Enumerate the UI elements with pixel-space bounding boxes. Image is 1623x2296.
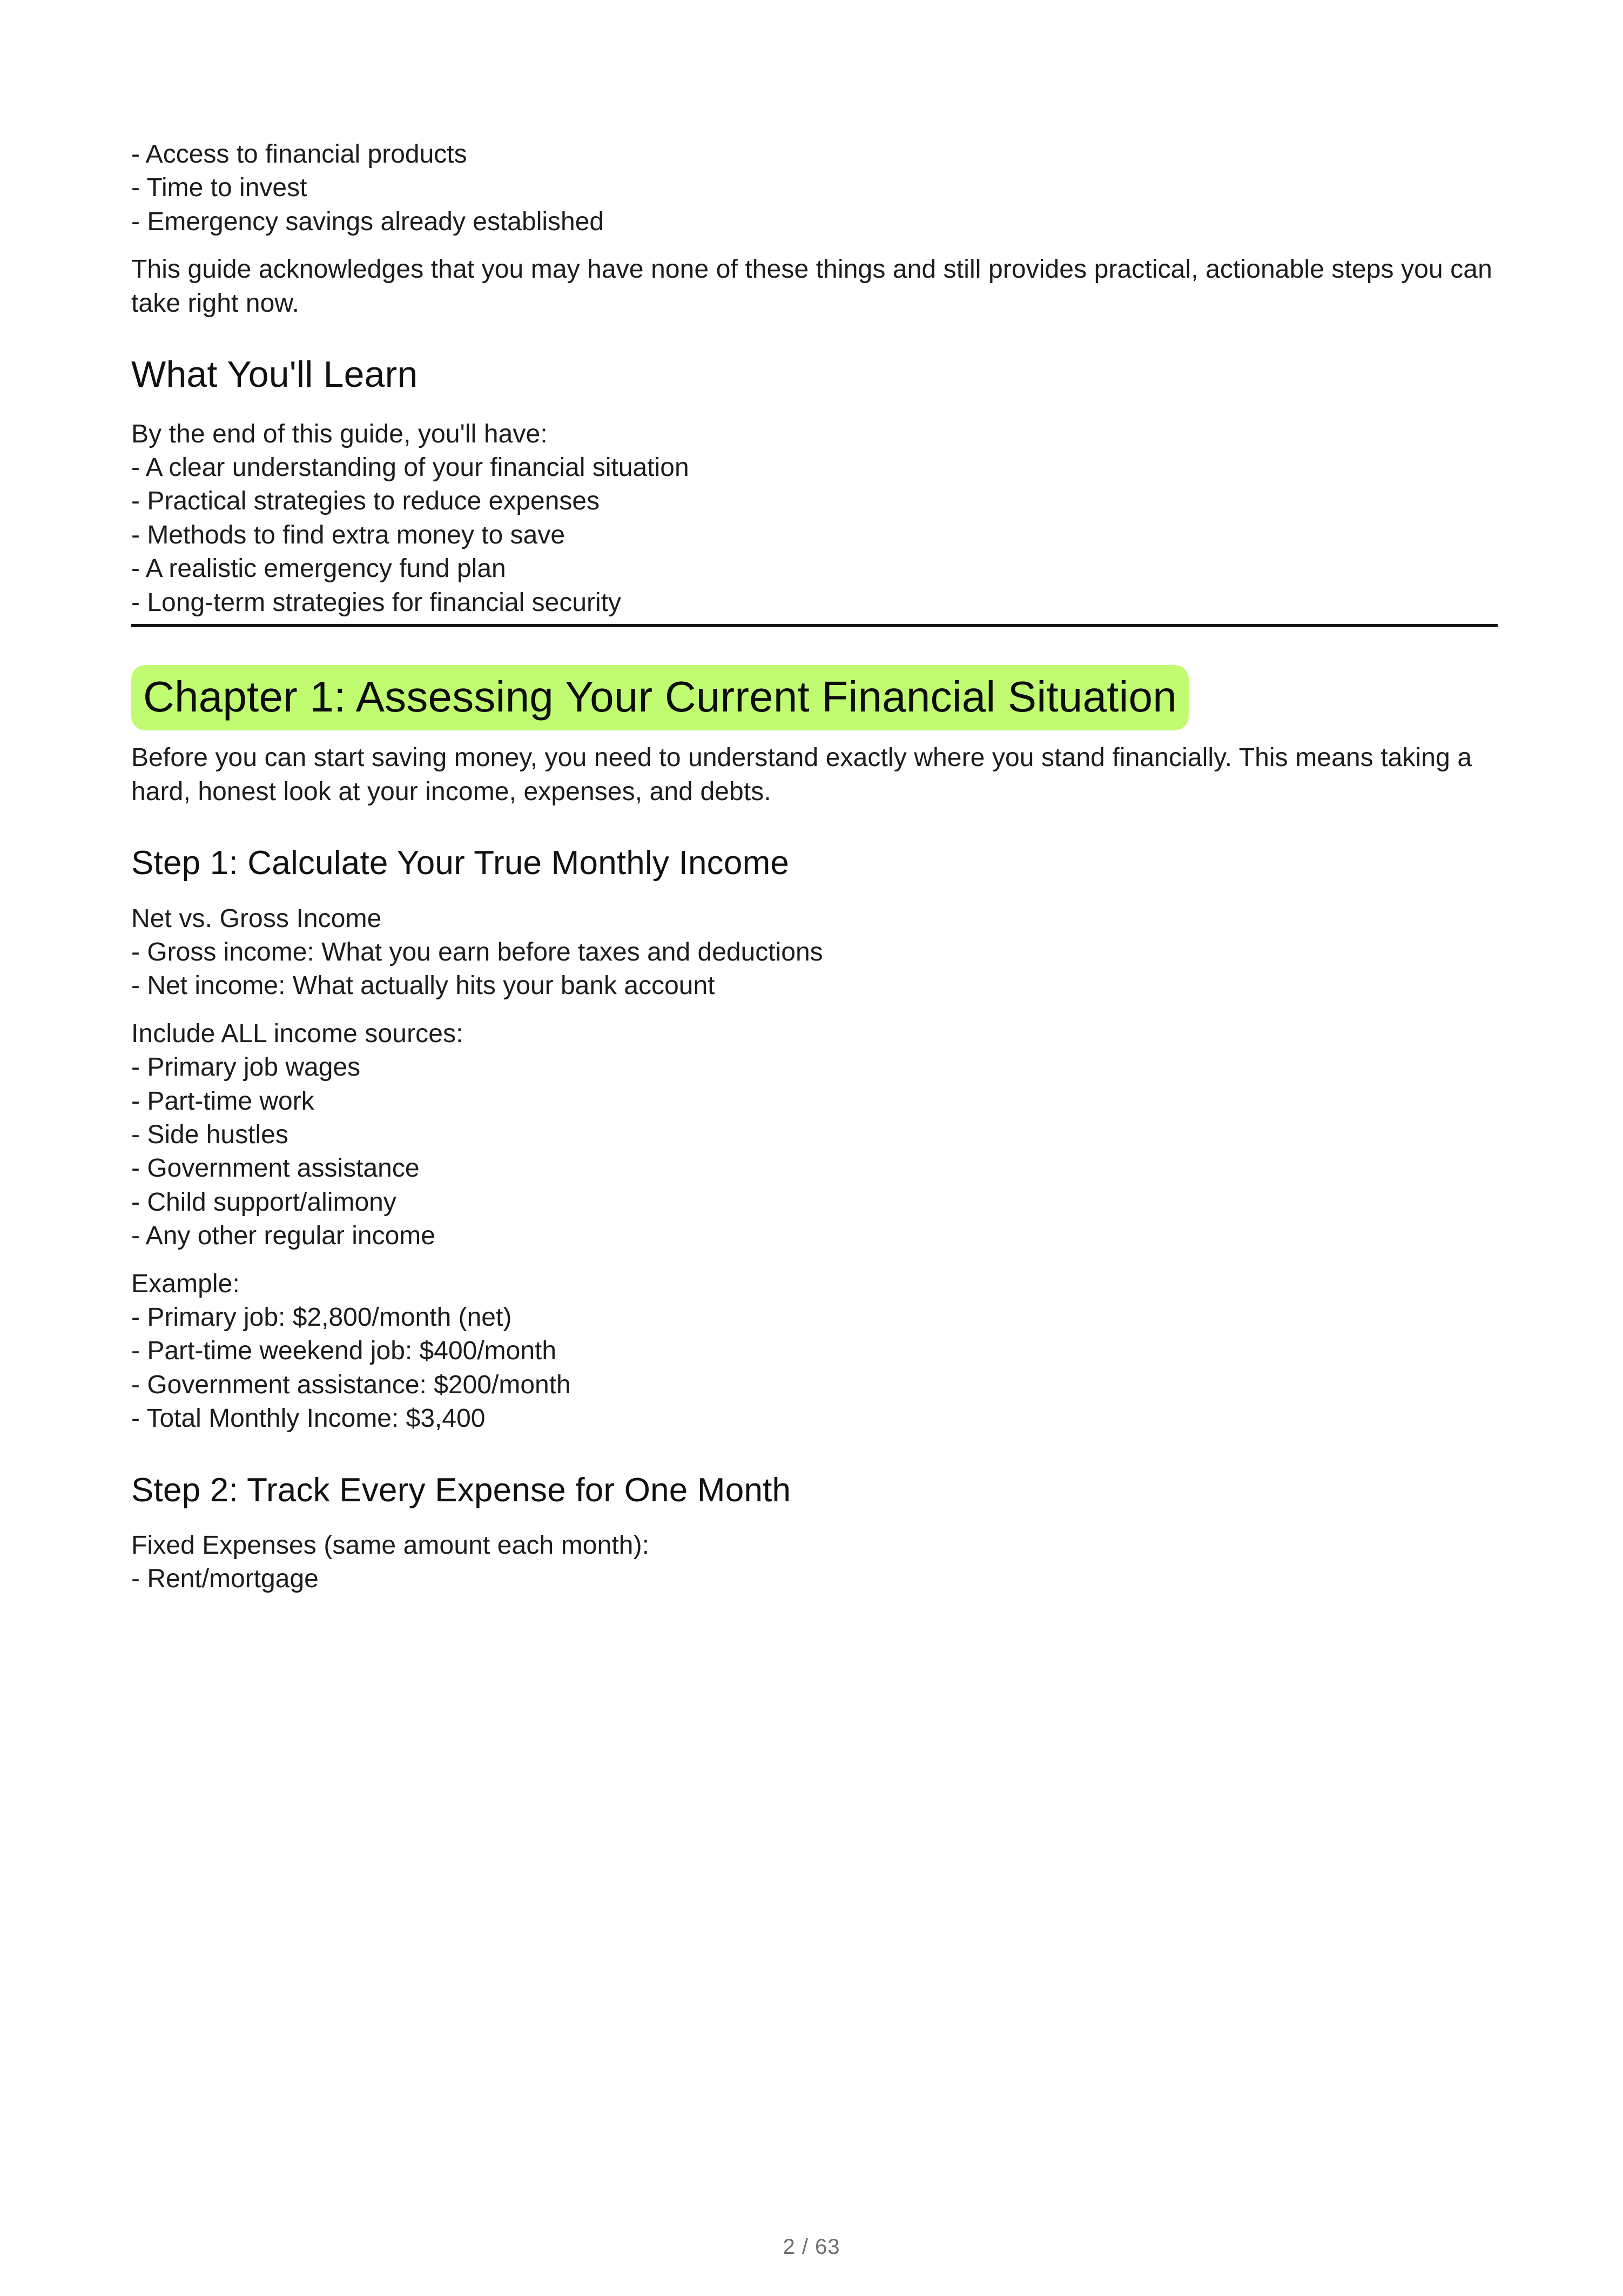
list-item: - Total Monthly Income: $3,400 xyxy=(131,1404,486,1433)
list-item: - A clear understanding of your financial situation xyxy=(131,453,689,482)
list-item: - Government assistance: $200/month xyxy=(131,1370,571,1399)
fixed-expenses-list xyxy=(131,1562,1498,1596)
section-divider xyxy=(131,624,1498,627)
page-number-footer: 2 / 63 xyxy=(783,2235,840,2259)
list-item: - Primary job wages xyxy=(131,1053,361,1082)
page-content xyxy=(131,138,1498,1596)
list-item: - Emergency savings already established xyxy=(131,207,604,236)
list-item: - Part-time work xyxy=(131,1086,314,1116)
net-vs-gross-list xyxy=(131,936,1498,1003)
net-vs-gross-lead-in: Net vs. Gross Income xyxy=(131,904,382,933)
list-item: - Time to invest xyxy=(131,173,307,203)
intro-paragraph: This guide acknowledges that you may have none of these things and still provides practical, actionable steps you can take right now. xyxy=(131,255,1492,318)
spacer xyxy=(131,239,1498,253)
example-lead-in: Example: xyxy=(131,1269,240,1298)
list-item: - Part-time weekend job: $400/month xyxy=(131,1337,557,1366)
example-income-list xyxy=(131,1301,1498,1436)
fixed-expenses-lead-in: Fixed Expenses (same amount each month): xyxy=(131,1530,650,1560)
list-item: - Methods to find extra money to save xyxy=(131,520,565,549)
list-item: - Access to financial products xyxy=(131,140,467,169)
spacer xyxy=(131,1003,1498,1017)
list-item: - A realistic emergency fund plan xyxy=(131,554,506,583)
what-youll-learn-list xyxy=(131,451,1498,620)
chapter-title xyxy=(131,666,1309,728)
list-item: - Side hustles xyxy=(131,1120,288,1149)
section-heading-what-youll-learn: What You'll Learn xyxy=(131,353,418,395)
chapter-title-highlight: Chapter 1: Assessing Your Current Financial Situation xyxy=(131,665,1189,730)
top-benefits-list xyxy=(131,138,1498,239)
list-item: - Child support/alimony xyxy=(131,1187,396,1217)
chapter-heading-block xyxy=(131,666,1498,728)
list-item: - Gross income: What you earn before taxes and deductions xyxy=(131,938,823,967)
list-item: - Government assistance xyxy=(131,1154,420,1183)
list-item: - Practical strategies to reduce expenses xyxy=(131,487,600,516)
chapter-intro-paragraph: Before you can start saving money, you need to understand exactly where you stand financially. This means taking a hard, honest look at your income, expenses, and debts. xyxy=(131,743,1472,806)
step-heading-1: Step 1: Calculate Your True Monthly Income xyxy=(131,844,790,882)
list-item: - Primary job: $2,800/month (net) xyxy=(131,1303,512,1332)
what-youll-learn-lead-in: By the end of this guide, you'll have: xyxy=(131,419,548,448)
list-item: - Long-term strategies for financial security xyxy=(131,588,622,617)
step-heading-2: Step 2: Track Every Expense for One Month xyxy=(131,1471,791,1509)
income-sources-lead-in: Include ALL income sources: xyxy=(131,1019,463,1048)
list-item: - Rent/mortgage xyxy=(131,1565,319,1594)
income-sources-list xyxy=(131,1051,1498,1253)
spacer xyxy=(131,1253,1498,1267)
list-item: - Net income: What actually hits your bank account xyxy=(131,971,715,1001)
list-item: - Any other regular income xyxy=(131,1221,435,1251)
